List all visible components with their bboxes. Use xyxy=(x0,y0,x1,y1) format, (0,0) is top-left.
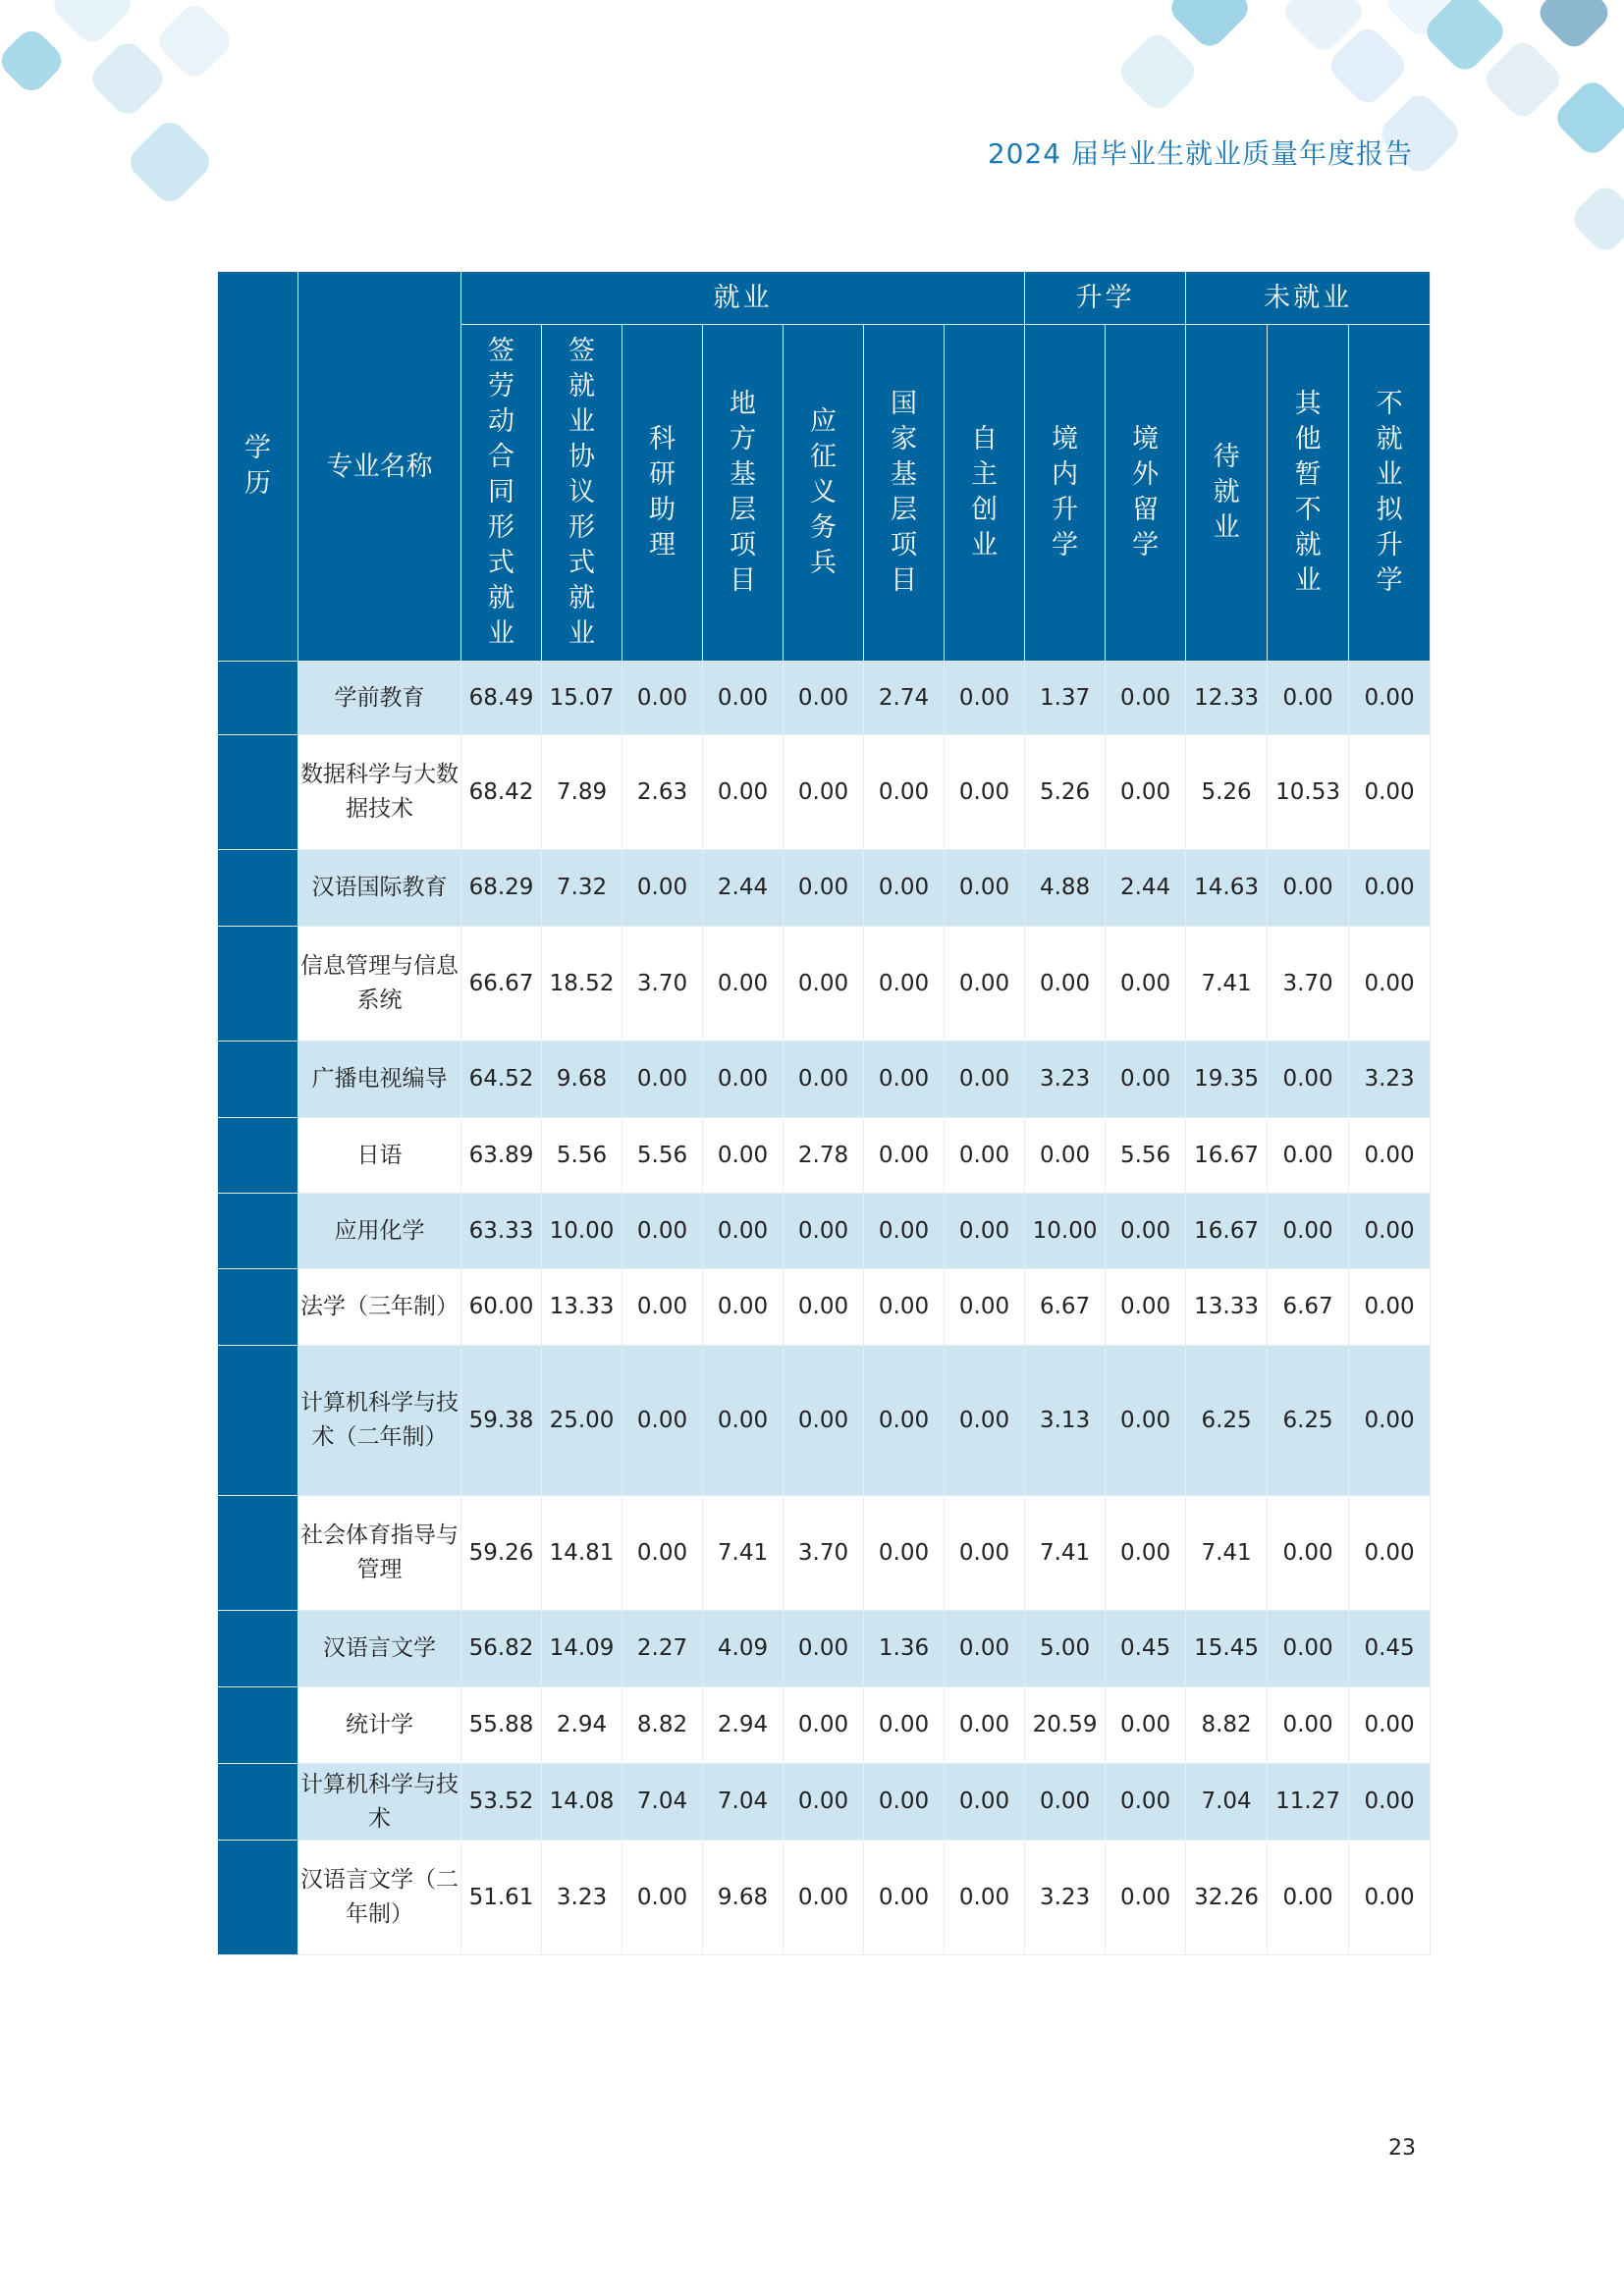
table-row xyxy=(218,1346,1431,1496)
value-cell: 25.00 xyxy=(542,1346,623,1496)
value-cell: 6.25 xyxy=(1186,1346,1268,1496)
value-cell: 3.70 xyxy=(1268,927,1349,1041)
table-row xyxy=(218,1687,1431,1764)
value-cell: 7.04 xyxy=(623,1764,703,1841)
value-cell: 0.00 xyxy=(1349,1841,1431,1955)
table-row xyxy=(218,1118,1431,1194)
value-cell: 0.00 xyxy=(864,1764,945,1841)
value-cell: 7.04 xyxy=(703,1764,784,1841)
value-cell: 0.00 xyxy=(703,662,784,735)
value-cell: 7.41 xyxy=(1186,1496,1268,1611)
value-cell: 0.00 xyxy=(1268,850,1349,927)
header-row-groups xyxy=(218,272,1431,325)
value-cell: 0.00 xyxy=(784,735,864,850)
value-cell: 1.37 xyxy=(1025,662,1106,735)
table-row xyxy=(218,1764,1431,1841)
value-cell: 0.00 xyxy=(1268,1194,1349,1269)
value-cell: 0.00 xyxy=(864,1496,945,1611)
value-cell: 63.33 xyxy=(461,1194,542,1269)
value-cell: 0.00 xyxy=(1268,1611,1349,1687)
value-cell: 0.00 xyxy=(703,927,784,1041)
value-cell: 3.23 xyxy=(1025,1841,1106,1955)
value-cell: 0.00 xyxy=(1349,1496,1431,1611)
value-cell: 15.07 xyxy=(542,662,623,735)
value-cell: 0.00 xyxy=(864,1194,945,1269)
value-cell: 0.00 xyxy=(784,1611,864,1687)
value-cell: 0.00 xyxy=(623,1041,703,1118)
value-cell: 5.56 xyxy=(623,1118,703,1194)
value-cell: 0.00 xyxy=(945,735,1025,850)
value-cell: 32.26 xyxy=(1186,1841,1268,1955)
value-cell: 0.00 xyxy=(945,1611,1025,1687)
value-cell: 0.00 xyxy=(945,662,1025,735)
value-cell: 53.52 xyxy=(461,1764,542,1841)
value-cell: 2.94 xyxy=(542,1687,623,1764)
header-employment-agreement: 签就业协议形式就业 xyxy=(542,325,623,662)
education-cell xyxy=(218,1764,298,1841)
header-domestic-study: 境内升学 xyxy=(1025,325,1106,662)
education-cell xyxy=(218,1496,298,1611)
table-row xyxy=(218,1194,1431,1269)
value-cell: 0.00 xyxy=(1106,1764,1186,1841)
value-cell: 0.00 xyxy=(703,1194,784,1269)
education-cell xyxy=(218,1194,298,1269)
value-cell: 0.00 xyxy=(1106,1194,1186,1269)
value-cell: 59.26 xyxy=(461,1496,542,1611)
value-cell: 0.45 xyxy=(1106,1611,1186,1687)
value-cell: 3.13 xyxy=(1025,1346,1106,1496)
major-name: 汉语国际教育 xyxy=(298,850,461,927)
value-cell: 0.00 xyxy=(1025,927,1106,1041)
value-cell: 0.00 xyxy=(945,1118,1025,1194)
value-cell: 2.63 xyxy=(623,735,703,850)
value-cell: 0.00 xyxy=(945,1346,1025,1496)
value-cell: 6.25 xyxy=(1268,1346,1349,1496)
value-cell: 4.88 xyxy=(1025,850,1106,927)
education-cell xyxy=(218,1611,298,1687)
value-cell: 10.00 xyxy=(1025,1194,1106,1269)
value-cell: 0.00 xyxy=(945,1764,1025,1841)
value-cell: 0.00 xyxy=(623,1269,703,1346)
value-cell: 0.00 xyxy=(1106,1346,1186,1496)
header-major: 专业名称 xyxy=(298,272,461,662)
value-cell: 0.00 xyxy=(784,1041,864,1118)
value-cell: 0.00 xyxy=(784,1346,864,1496)
value-cell: 7.04 xyxy=(1186,1764,1268,1841)
value-cell: 9.68 xyxy=(703,1841,784,1955)
decor-diamond xyxy=(124,116,215,207)
value-cell: 2.44 xyxy=(703,850,784,927)
value-cell: 0.00 xyxy=(1106,1841,1186,1955)
value-cell: 0.00 xyxy=(784,1764,864,1841)
value-cell: 0.00 xyxy=(1025,1764,1106,1841)
value-cell: 0.00 xyxy=(703,1118,784,1194)
header-military-service: 应征义务兵 xyxy=(784,325,864,662)
value-cell: 5.26 xyxy=(1025,735,1106,850)
decor-diamond xyxy=(1114,28,1201,115)
education-cell xyxy=(218,1346,298,1496)
header-group-unemployed: 未就业 xyxy=(1186,272,1431,325)
value-cell: 3.23 xyxy=(1025,1041,1106,1118)
value-cell: 0.00 xyxy=(1106,1496,1186,1611)
value-cell: 0.00 xyxy=(945,927,1025,1041)
value-cell: 0.00 xyxy=(623,1496,703,1611)
education-cell xyxy=(218,850,298,927)
value-cell: 51.61 xyxy=(461,1841,542,1955)
major-name: 广播电视编导 xyxy=(298,1041,461,1118)
education-cell xyxy=(218,1118,298,1194)
value-cell: 0.00 xyxy=(864,850,945,927)
major-name: 日语 xyxy=(298,1118,461,1194)
value-cell: 2.78 xyxy=(784,1118,864,1194)
value-cell: 66.67 xyxy=(461,927,542,1041)
value-cell: 3.23 xyxy=(542,1841,623,1955)
value-cell: 12.33 xyxy=(1186,662,1268,735)
value-cell: 0.00 xyxy=(623,850,703,927)
value-cell: 0.00 xyxy=(784,1194,864,1269)
value-cell: 1.36 xyxy=(864,1611,945,1687)
decor-diamond xyxy=(153,0,237,82)
header-labor-contract: 签劳动合同形式就业 xyxy=(461,325,542,662)
value-cell: 0.00 xyxy=(1025,1118,1106,1194)
value-cell: 0.00 xyxy=(1268,662,1349,735)
header-awaiting-employment: 待就业 xyxy=(1186,325,1268,662)
table-row xyxy=(218,735,1431,850)
value-cell: 6.67 xyxy=(1025,1269,1106,1346)
value-cell: 60.00 xyxy=(461,1269,542,1346)
value-cell: 0.00 xyxy=(945,1687,1025,1764)
value-cell: 5.56 xyxy=(1106,1118,1186,1194)
value-cell: 55.88 xyxy=(461,1687,542,1764)
decor-diamond xyxy=(86,37,170,121)
value-cell: 0.00 xyxy=(1349,1687,1431,1764)
header-self-employed: 自主创业 xyxy=(945,325,1025,662)
value-cell: 0.00 xyxy=(623,662,703,735)
value-cell: 0.00 xyxy=(703,1346,784,1496)
education-cell xyxy=(218,735,298,850)
value-cell: 63.89 xyxy=(461,1118,542,1194)
value-cell: 68.49 xyxy=(461,662,542,735)
table-row xyxy=(218,1611,1431,1687)
value-cell: 0.00 xyxy=(945,1269,1025,1346)
decor-diamond xyxy=(1480,36,1566,123)
decor-diamond xyxy=(0,25,68,97)
value-cell: 11.27 xyxy=(1268,1764,1349,1841)
value-cell: 0.00 xyxy=(864,1687,945,1764)
education-cell xyxy=(218,1041,298,1118)
value-cell: 0.00 xyxy=(1106,1269,1186,1346)
education-cell xyxy=(218,927,298,1041)
table-row xyxy=(218,1041,1431,1118)
value-cell: 4.09 xyxy=(703,1611,784,1687)
value-cell: 0.00 xyxy=(864,927,945,1041)
value-cell: 0.00 xyxy=(945,1194,1025,1269)
value-cell: 0.00 xyxy=(1349,1346,1431,1496)
value-cell: 0.00 xyxy=(1349,1764,1431,1841)
education-cell xyxy=(218,662,298,735)
table-row xyxy=(218,1496,1431,1611)
value-cell: 8.82 xyxy=(623,1687,703,1764)
value-cell: 0.00 xyxy=(1349,850,1431,927)
value-cell: 2.27 xyxy=(623,1611,703,1687)
value-cell: 0.00 xyxy=(784,1269,864,1346)
value-cell: 0.00 xyxy=(1268,1841,1349,1955)
value-cell: 13.33 xyxy=(1186,1269,1268,1346)
value-cell: 13.33 xyxy=(542,1269,623,1346)
decor-diamond xyxy=(1534,0,1614,53)
value-cell: 0.00 xyxy=(1268,1496,1349,1611)
header-national-grassroots: 国家基层项目 xyxy=(864,325,945,662)
value-cell: 3.70 xyxy=(784,1496,864,1611)
value-cell: 7.41 xyxy=(1025,1496,1106,1611)
value-cell: 0.00 xyxy=(945,850,1025,927)
header-research-assistant: 科研助理 xyxy=(623,325,703,662)
major-name: 计算机科学与技术 xyxy=(298,1764,461,1841)
value-cell: 0.00 xyxy=(1268,1687,1349,1764)
value-cell: 2.74 xyxy=(864,662,945,735)
value-cell: 0.00 xyxy=(864,1346,945,1496)
value-cell: 14.63 xyxy=(1186,850,1268,927)
value-cell: 3.70 xyxy=(623,927,703,1041)
value-cell: 3.23 xyxy=(1349,1041,1431,1118)
value-cell: 56.82 xyxy=(461,1611,542,1687)
value-cell: 10.53 xyxy=(1268,735,1349,850)
major-name: 计算机科学与技术（二年制） xyxy=(298,1346,461,1496)
header-preparing-study: 不就业拟升学 xyxy=(1349,325,1431,662)
header-group-further-study: 升学 xyxy=(1025,272,1186,325)
value-cell: 5.56 xyxy=(542,1118,623,1194)
value-cell: 9.68 xyxy=(542,1041,623,1118)
value-cell: 0.00 xyxy=(623,1841,703,1955)
major-name: 汉语言文学（二年制） xyxy=(298,1841,461,1955)
header-other-not-employed: 其他暂不就业 xyxy=(1268,325,1349,662)
value-cell: 0.00 xyxy=(945,1841,1025,1955)
decor-diamond xyxy=(1165,0,1255,52)
value-cell: 0.00 xyxy=(703,1041,784,1118)
value-cell: 0.00 xyxy=(1349,662,1431,735)
value-cell: 7.89 xyxy=(542,735,623,850)
value-cell: 0.00 xyxy=(945,1041,1025,1118)
value-cell: 0.00 xyxy=(703,1269,784,1346)
major-name: 社会体育指导与管理 xyxy=(298,1496,461,1611)
education-cell xyxy=(218,1687,298,1764)
education-cell xyxy=(218,1269,298,1346)
value-cell: 0.00 xyxy=(1349,1118,1431,1194)
table-row xyxy=(218,662,1431,735)
value-cell: 19.35 xyxy=(1186,1041,1268,1118)
value-cell: 0.00 xyxy=(1349,927,1431,1041)
value-cell: 0.00 xyxy=(623,1194,703,1269)
value-cell: 0.00 xyxy=(1106,1041,1186,1118)
value-cell: 0.00 xyxy=(1268,1118,1349,1194)
value-cell: 7.32 xyxy=(542,850,623,927)
value-cell: 0.00 xyxy=(703,735,784,850)
value-cell: 10.00 xyxy=(542,1194,623,1269)
header-education: 学历 xyxy=(218,272,298,662)
value-cell: 0.00 xyxy=(784,1841,864,1955)
value-cell: 0.00 xyxy=(784,927,864,1041)
table-row xyxy=(218,927,1431,1041)
value-cell: 0.00 xyxy=(1106,927,1186,1041)
value-cell: 0.45 xyxy=(1349,1611,1431,1687)
value-cell: 0.00 xyxy=(1106,1687,1186,1764)
major-name: 学前教育 xyxy=(298,662,461,735)
report-title: 2024 届毕业生就业质量年度报告 xyxy=(987,137,1413,170)
value-cell: 0.00 xyxy=(864,735,945,850)
value-cell: 0.00 xyxy=(1106,735,1186,850)
value-cell: 7.41 xyxy=(1186,927,1268,1041)
table-row xyxy=(218,1269,1431,1346)
value-cell: 0.00 xyxy=(864,1269,945,1346)
page-number: 23 xyxy=(1388,2136,1416,2161)
value-cell: 5.00 xyxy=(1025,1611,1106,1687)
major-name: 统计学 xyxy=(298,1687,461,1764)
decor-diamond xyxy=(1568,182,1624,256)
value-cell: 16.67 xyxy=(1186,1118,1268,1194)
value-cell: 0.00 xyxy=(945,1496,1025,1611)
major-name: 汉语言文学 xyxy=(298,1611,461,1687)
decor-diamond xyxy=(48,0,137,48)
major-name: 法学（三年制） xyxy=(298,1269,461,1346)
table-row xyxy=(218,1841,1431,1955)
value-cell: 15.45 xyxy=(1186,1611,1268,1687)
decor-diamond xyxy=(1551,77,1624,160)
value-cell: 0.00 xyxy=(1106,662,1186,735)
value-cell: 2.44 xyxy=(1106,850,1186,927)
value-cell: 0.00 xyxy=(623,1346,703,1496)
header-overseas-study: 境外留学 xyxy=(1106,325,1186,662)
value-cell: 16.67 xyxy=(1186,1194,1268,1269)
value-cell: 14.09 xyxy=(542,1611,623,1687)
value-cell: 64.52 xyxy=(461,1041,542,1118)
major-name: 数据科学与大数据技术 xyxy=(298,735,461,850)
value-cell: 20.59 xyxy=(1025,1687,1106,1764)
value-cell: 0.00 xyxy=(1268,1041,1349,1118)
value-cell: 0.00 xyxy=(864,1841,945,1955)
value-cell: 0.00 xyxy=(1349,1269,1431,1346)
employment-table xyxy=(217,271,1431,1955)
value-cell: 0.00 xyxy=(784,850,864,927)
education-cell xyxy=(218,1841,298,1955)
value-cell: 8.82 xyxy=(1186,1687,1268,1764)
major-name: 信息管理与信息系统 xyxy=(298,927,461,1041)
value-cell: 7.41 xyxy=(703,1496,784,1611)
table-row xyxy=(218,850,1431,927)
value-cell: 0.00 xyxy=(1349,735,1431,850)
header-group-employment: 就业 xyxy=(461,272,1025,325)
value-cell: 2.94 xyxy=(703,1687,784,1764)
value-cell: 0.00 xyxy=(864,1118,945,1194)
value-cell: 18.52 xyxy=(542,927,623,1041)
header-local-grassroots: 地方基层项目 xyxy=(703,325,784,662)
value-cell: 59.38 xyxy=(461,1346,542,1496)
value-cell: 14.08 xyxy=(542,1764,623,1841)
value-cell: 6.67 xyxy=(1268,1269,1349,1346)
value-cell: 0.00 xyxy=(784,662,864,735)
value-cell: 68.29 xyxy=(461,850,542,927)
value-cell: 68.42 xyxy=(461,735,542,850)
major-name: 应用化学 xyxy=(298,1194,461,1269)
value-cell: 14.81 xyxy=(542,1496,623,1611)
value-cell: 0.00 xyxy=(864,1041,945,1118)
value-cell: 0.00 xyxy=(1349,1194,1431,1269)
value-cell: 0.00 xyxy=(784,1687,864,1764)
value-cell: 5.26 xyxy=(1186,735,1268,850)
